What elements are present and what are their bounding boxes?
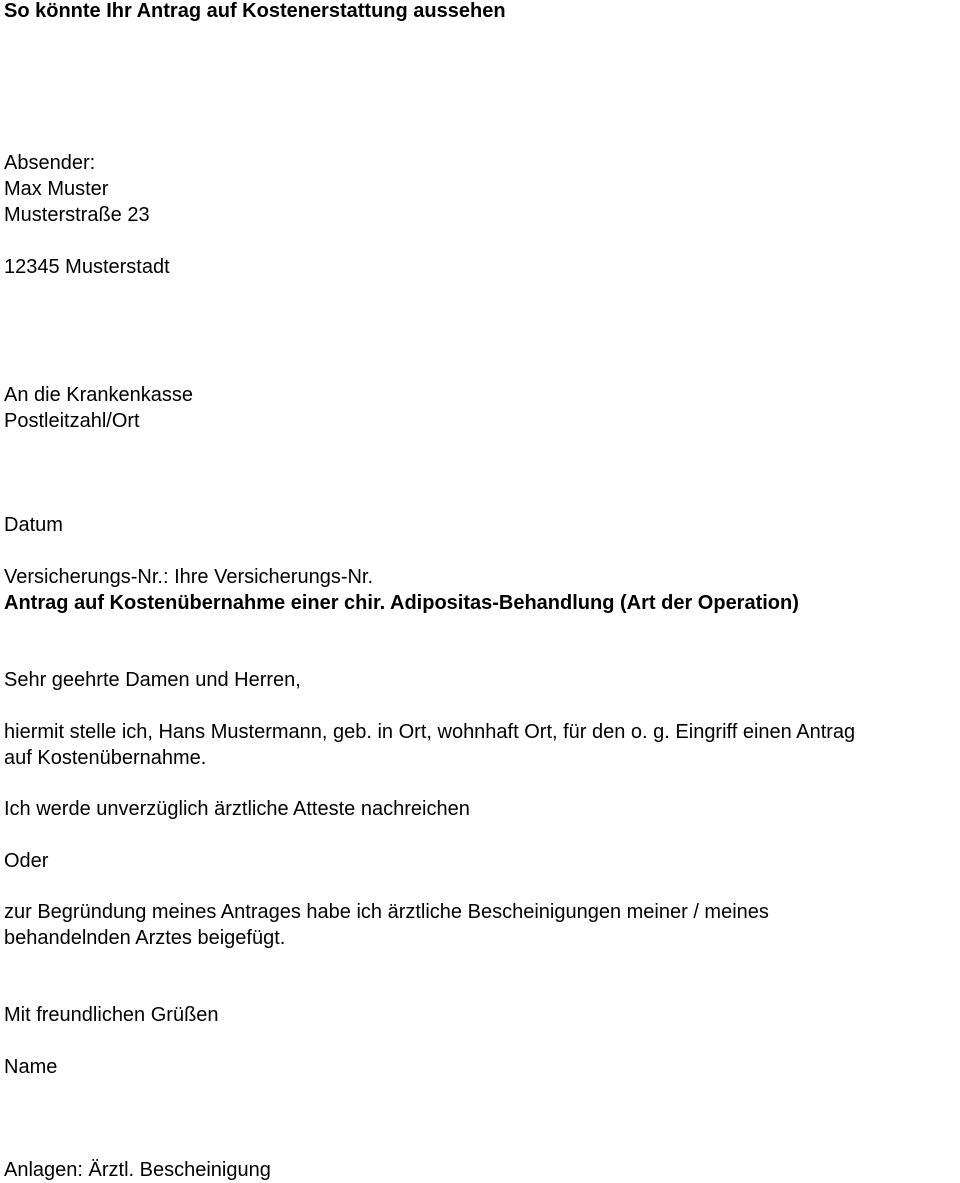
salutation: Sehr geehrte Damen und Herren, (4, 669, 301, 691)
insurance-number: Versicherungs-Nr.: Ihre Versicherungs-Nr. (4, 566, 374, 588)
recipient-line-2: Postleitzahl/Ort (4, 410, 140, 432)
closing: Mit freundlichen Grüßen (4, 1004, 219, 1026)
sender-city: 12345 Musterstadt (4, 256, 170, 278)
body-paragraph-3-line-1: zur Begründung meines Antrages habe ich ärztliche Bescheinigungen meiner / meines (4, 901, 769, 923)
body-paragraph-2: Ich werde unverzüglich ärztliche Atteste nachreichen (4, 798, 470, 820)
body-paragraph-3-line-2: behandelnden Arztes beigefügt. (4, 927, 286, 949)
signature-name: Name (4, 1056, 58, 1078)
document-heading: So könnte Ihr Antrag auf Kostenerstattung aussehen (4, 0, 506, 22)
recipient-line-1: An die Krankenkasse (4, 384, 194, 406)
sender-name: Max Muster (4, 178, 109, 200)
or-separator: Oder (4, 850, 49, 872)
body-paragraph-1-line-1: hiermit stelle ich, Hans Mustermann, geb. in Ort, wohnhaft Ort, für den o. g. Eingriff einen Antrag (4, 721, 856, 743)
sender-label: Absender: (4, 152, 96, 174)
date: Datum (4, 514, 63, 536)
subject-line: Antrag auf Kostenübernahme einer chir. Adipositas-Behandlung (Art der Operation) (4, 592, 799, 614)
sender-street: Musterstraße 23 (4, 204, 150, 226)
attachments: Anlagen: Ärztl. Bescheinigung (4, 1159, 271, 1181)
body-paragraph-1-line-2: auf Kostenübernahme. (4, 747, 207, 769)
